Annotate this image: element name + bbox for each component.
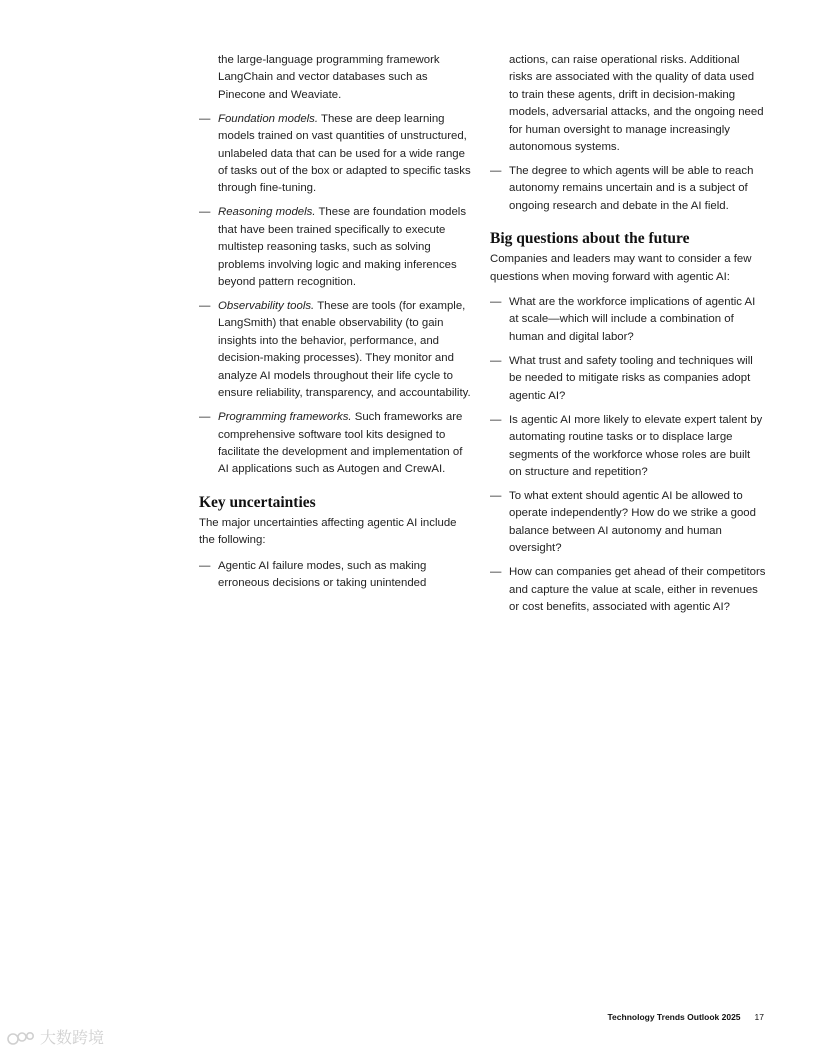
list-item-term: Reasoning models. [218, 206, 316, 219]
list-item [199, 558, 471, 593]
dash-bullet: — [199, 112, 211, 125]
dash-bullet: — [199, 300, 211, 313]
list-item-text: To what extent should agentic AI be allowed to operate independently? How do we strike a good balance between AI autonomy and human oversight? [509, 489, 756, 555]
list-item-text: Agentic AI failure modes, such as making erroneous decisions or taking unintended [218, 559, 427, 589]
list-item-term: Foundation models. [218, 112, 319, 125]
dash-bullet: — [199, 206, 211, 219]
left-column [199, 52, 471, 599]
list-item-text: Such frameworks are comprehensive software tool kits designed to facilitate the development and implementation of AI applications such as Autogen and CrewAI. [218, 411, 463, 476]
dash-bullet: — [199, 411, 211, 424]
right-column [490, 52, 766, 623]
section-intro: The major uncertainties affecting agentic AI include the following: [199, 516, 457, 547]
footer-report-title: Technology Trends Outlook 2025 [607, 1012, 741, 1022]
list-item-term: Programming frameworks. [218, 411, 352, 424]
dash-bullet: — [490, 354, 502, 367]
list-item-text: These are foundation models that have been trained specifically to execute multistep reasoning tasks, such as solving problems involving logic and making inferences beyond pattern recognition. [218, 206, 467, 289]
section-heading-big-questions: Big questions about the future [490, 230, 690, 248]
list-item-term: Observability tools. [218, 300, 315, 313]
dash-bullet: — [490, 165, 502, 178]
list-item-text: What trust and safety tooling and techniques will be needed to mitigate risks as companies adopt agentic AI? [509, 354, 753, 402]
dash-bullet: — [490, 296, 502, 309]
list-item [490, 488, 766, 558]
list-item [199, 298, 471, 402]
list-item-text: What are the workforce implications of agentic AI at scale—which will include a combination of human and digital labor? [509, 296, 756, 343]
dash-bullet: — [490, 413, 502, 426]
dash-bullet: — [490, 566, 502, 579]
list-item [199, 204, 471, 291]
list-item [490, 412, 766, 482]
watermark [7, 1028, 104, 1048]
page-number: 17 [754, 1012, 764, 1022]
continued-list-text: actions, can raise operational risks. Additional risks are associated with the quality of data used to train these agents, drift in decision-making models, adversarial attacks, and the ongoing need for human oversight to manage increasingly autonomous systems. [509, 54, 764, 154]
list-item [490, 163, 766, 215]
dash-bullet: — [490, 489, 502, 502]
list-item [199, 111, 471, 198]
page-footer [607, 1011, 764, 1023]
section-intro: Companies and leaders may want to consider a few questions when moving forward with agentic AI: [490, 253, 752, 283]
list-item-text: How can companies get ahead of their competitors and capture the value at scale, either in revenues or cost benefits, associated with agentic AI? [509, 566, 766, 613]
list-item [199, 409, 471, 479]
list-item [490, 294, 766, 346]
list-item-text: These are deep learning models trained on vast quantities of unstructured, unlabeled data that can be used for a wide range of tasks out of the box or adapted to specific tasks through fine-tuning. [218, 112, 471, 195]
section-heading-key-uncertainties: Key uncertainties [199, 493, 316, 511]
list-item [490, 564, 766, 616]
watermark-logo-icon [7, 1029, 37, 1047]
continued-list-text: the large-language programming framework LangChain and vector databases such as Pinecone and Weaviate. [218, 54, 440, 101]
watermark-text: 大数跨境 [40, 1028, 105, 1047]
dash-bullet: — [199, 559, 211, 572]
list-item-text: Is agentic AI more likely to elevate expert talent by automating routine tasks or to displace large segments of the workforce whose roles are built on structure and repetition? [509, 413, 763, 478]
list-item-text: These are tools (for example, LangSmith) that enable observability (to gain insights into the behavior, performance, and decision-making processes). They monitor and analyze AI models throughout their life cycle to ensure reliability, transparency, and accountability. [218, 300, 471, 400]
list-item [490, 353, 766, 405]
list-item-text: The degree to which agents will be able to reach autonomy remains uncertain and is a subject of ongoing research and debate in the AI field. [509, 165, 754, 212]
